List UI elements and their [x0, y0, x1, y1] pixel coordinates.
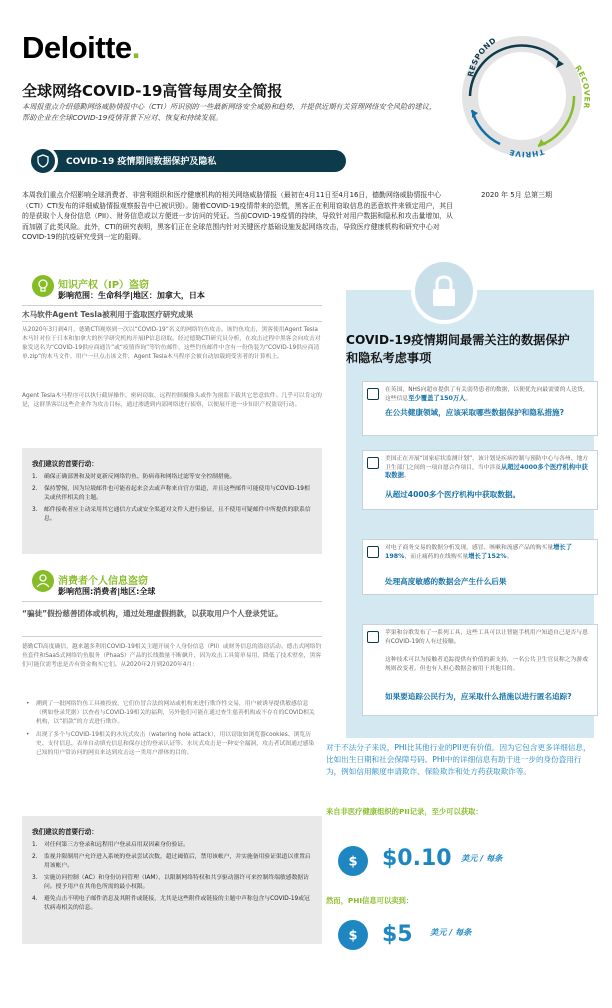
issue-date: 2020 年 5月 总第三期 — [481, 191, 552, 199]
phi-value-paragraph: 对于不法分子来说，PHI比其他行业的PII更有价值。因为它包含更多详细信息，比如出生日期和社会保障号码。PHI中的详细信息有助于进一步的身份盗用行为，例如信用额度申请欺诈、保险欺诈和处方药获取欺诈等。 — [326, 743, 591, 776]
consideration-card-tracing — [362, 624, 598, 716]
consideration-card-uk — [362, 381, 598, 436]
section-banner-label: COVID-19 疫情期间数据保护及隐私 — [66, 157, 217, 167]
section1-body-1: 从2020年3月到4月，德勤CTI观察到一次以“COVID-19”名义的网络钓鱼攻击。该钓鱼攻击，黑客使用Agent Tesla木马针对位于日本和加拿大的医学研究机构开展IP信息窃取。经过德勤CTI研究员分析，在攻击过程中黑客会向攻击对象发送名为“COVID-19供应商通告”或“疫情咨询”等钓鱼邮件，这些钓鱼邮件中含有一份伪装为“COVID-19供应商清单.zip”的木马文件，用户一旦点击该文件，Agent Tesla木马程序会被自动加载到受害者的计算机上。 — [22, 327, 321, 360]
list-item: • 出现了多个与COVID-19相关的水坑式攻击（watering hole attack），用以窃取如浏览器cookies、浏览历史、支付信息、表单自动填充信息和保存过的登录认证等。水坑式攻击是一种安全漏洞，攻击者试图通过感染已知的用户常访问的网页来达到攻击这一类用户群体的目的。 — [26, 732, 315, 756]
phi-price-unit: 美元 / 每条 — [430, 927, 472, 937]
section2-divider — [22, 601, 322, 602]
card-uk-question: 在公共健康领域，应该采取哪些数据保护和隐私措施? — [385, 408, 565, 417]
list-item: 1. 确保正确部署和及时更新反网络钓鱼、防病毒和网络过滤等安全控制措施。 — [32, 474, 236, 480]
chart-icon — [367, 546, 379, 558]
card-tracing-question: 如果要追踪公民行为，应采取什么措施以进行匿名追踪? — [385, 692, 572, 701]
card-us-text: 美国正在开展“国家症状监测计划”，该计划是疾病控制与预防中心与各州、地方卫生部门之间的一项自愿合作项目，当中涉及从超过4000多个医疗机构中获取数据。 — [385, 456, 589, 479]
svg-text:$: $ — [348, 854, 358, 869]
section1-heading: 知识产权（IP）盗窃 — [58, 280, 150, 291]
pii-price-lead: 来自非医疗健康组织的PII记录，至少可以获取： — [326, 807, 483, 816]
list-item: • 溯到了一批网络钓鱼工具被投放，它们仿冒合法的网站或机构来进行欺诈性交易，用户被诱导提供敏感信息（例如登录凭据）以查看与COVID-19相关的福利，另外他们可能在通过查生慈善机构或不存在的COVID相关机构，以“捐款”的方式进行欺诈。 — [26, 701, 315, 725]
cycle-recover-label: RECOVER — [573, 63, 592, 110]
section1-reco-title: 我们建议的首要行动： — [32, 460, 98, 468]
list-item: 2. 保持警惕，因为垃圾邮件也可能看起来会去或声称来自官方渠道，并且这些邮件可能使用与COVID-19相关或伙伴相关的主题。 — [32, 486, 310, 501]
phi-price-lead: 然而，PHI信息可以卖到： — [326, 896, 414, 905]
cycle-respond-label: RESPOND — [465, 35, 498, 78]
section2-subtitle: “骗徒”假扮慈善团体或机构，通过处理虚假捐款，以获取用户个人登录凭证。 — [22, 609, 283, 618]
section2-bullets — [26, 700, 318, 762]
section2-reco-title: 我们建议的首要行动： — [32, 828, 98, 836]
section2-scope: 影响范围:消费者|地区:全球 — [58, 587, 156, 596]
respond-recover-thrive-cycle-icon — [440, 14, 608, 174]
page-title: 全球网络COVID-19高管每周安全简报 — [22, 82, 283, 100]
person-icon — [32, 570, 54, 592]
hospital-icon — [367, 457, 379, 469]
section1-body-2: Agent Tesla木马程序可以执行截屏操作、密码窃取、远程控制摄像头或作为窗监下载其它恶意软件。几乎可以肯定的是，这群黑客以这些企业作为攻击目标，通过渗透到内部网络进行侦察，以便展开进一步知识产权盗窃行动。 — [22, 393, 322, 408]
consideration-card-us — [362, 450, 598, 510]
section1-scope: 影响范围：生命科学|地区：加拿大，日本 — [58, 291, 205, 300]
list-item: 2. 监视并限制用户允许进入系统的登录尝试次数，超过阈值后，禁用该帐户，并实施备用验证渠道以重置启用该帐户。 — [32, 854, 311, 869]
card-ecommerce-question: 处理高度敏感的数据会产生什么后果 — [385, 577, 507, 586]
privacy-considerations-title: COVID-19疫情期间最需关注的数据保护和隐私考虑事项 — [346, 333, 570, 365]
cycle-thrive-label: THRIVE — [508, 147, 546, 159]
section2-divider-2 — [22, 636, 322, 637]
ip-theft-icon — [32, 275, 54, 297]
deloitte-logo: Deloitte. — [22, 30, 140, 65]
pii-price-value: $0.10 — [382, 846, 452, 871]
svg-text:$: $ — [348, 928, 358, 943]
section1-divider — [22, 305, 322, 306]
phi-price-value: $5 — [382, 922, 413, 947]
section1-divider-2 — [22, 321, 322, 322]
card-tracing-text-2: 这种技术可以为接触者追踪提供有价值的新支持，一名公共卫生官员称之为游戏规则改变者。但也有人担心数据会被用于其他目的。 — [385, 657, 588, 672]
page-subtitle: 本周报重点介绍德勤网络威胁情报中心（CTI）所识别的一些最新网络安全威胁和趋势，并提供近期有关管理网络安全风险的建议，帮助企业在全球COVID-19疫情背景下应对、恢复和持续发展。 — [22, 102, 437, 122]
section1-subtitle: 木马软件Agent Tesla被利用于盗取医疗研究成果 — [22, 310, 194, 319]
shield-icon — [28, 146, 58, 176]
list-item: 1. 对任何第三方登录和远程用户登录启用双因素身份验证。 — [32, 842, 189, 848]
list-item: 3. 实施访问控制（AC）和身份访问管理（IAM），以限制网络特权和共享驱动器许可来控制终端敏感数据访问。授予用户在其角色所需的最小权限。 — [32, 875, 309, 890]
dollar-icon — [338, 920, 368, 950]
list-item: 3. 邮件接收者应主动采用其它通信方式或安全渠道对文件人进行验证，且不使用可疑邮件中所提供的联系信息。 — [32, 507, 311, 522]
card-tracing-text-1: 苹果和谷歌发布了一系列工具，这些工具可以让智能手机用户知道自己是否与患有COVID-19的人有过接触。 — [385, 630, 588, 645]
dollar-icon — [338, 846, 368, 876]
database-icon — [367, 388, 379, 400]
section2-heading: 消费者个人信息盗窃 — [58, 576, 148, 587]
card-us-question: 从超过4000多个医疗机构中获取数据。 — [385, 490, 521, 499]
card-ecommerce-text: 对电子商务交易的数据分析发现，感冒、咳嗽和流感产品的购买量增长了 198%，而止痛药的在线购买量增长了152%。 — [385, 544, 573, 560]
consideration-card-ecommerce — [362, 539, 598, 595]
list-item: 4. 避免点击不明电子邮件消息及其附件或链接，尤其是这些附件或链接的主题中声称包含与COVID-19或冠状病毒相关的信息。 — [32, 896, 310, 911]
pii-price-unit: 美元 / 每条 — [461, 853, 503, 863]
section2-reco-list — [32, 841, 314, 916]
section2-body-1: 德勤CTI高度确信，越来越多利用COVID-19相关主题开展个人身份信息（PII）或财务信息的盗窃活动。德击式网络钓鱼套件和SaaS式网络钓鱼服务（PhaaS）产品的长线数量不断飙升，因为攻击工具简单易用，降低了技术壁垒，黑客们可能仅需考虑是否有资金购买它们。从2020年2月到2020年4月： — [22, 644, 322, 668]
section1-reco-list — [32, 473, 314, 527]
card-uk-text: 在英国，NHS向超市提供了有关弱势患者的数据，以便优先向最需要的人送货，这些信息至少覆盖了150万人。 — [385, 387, 589, 402]
phone-icon — [367, 631, 379, 643]
lock-icon — [411, 258, 477, 324]
intro-paragraph: 本周我们重点介绍影响全球消费者、非营利组织和医疗健康机构的相关网络威胁情报（最初在4月11日至4月16日，德勤网络威胁情报中心（CTI）CTI发布的详细威胁情报观察报告中已被识别）。随着COVID-19疫情带来的恐慌，黑客正在利用窃取信息的恶意软件来锁定用户，其目的是获取个人身份信息（PII）、财务信息或以方便进一步访问的凭证。当前COVID-19疫情的持续，导致针对用户数据和隐私和攻击量增加，从而加剧了此类风险。此外，CTI的研究表明，黑客们正在全球范围内针对关键医疗基础设施发起网络攻击，导致医疗健康机构和研究中心对COVID-19的抗疫研究受到一定的阻碍。 — [22, 191, 454, 242]
